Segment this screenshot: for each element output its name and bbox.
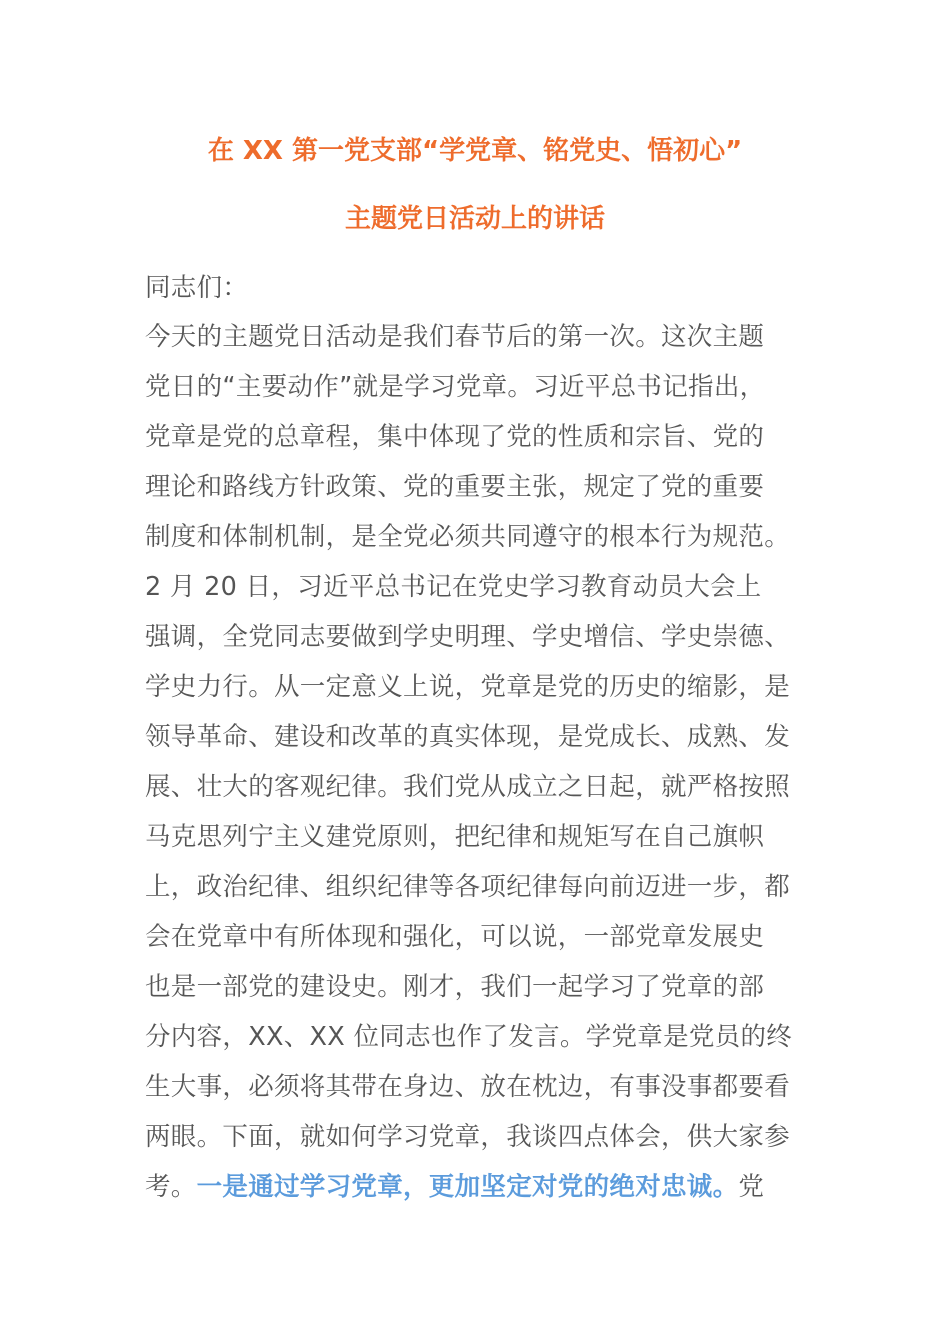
salutation: 同志们： [145,273,249,303]
body-line: 展、壮大的客观纪律。我们党从成立之日起，就严格按照 [145,772,791,802]
body-line: 2 月 20 日，习近平总书记在党史学习教育动员大会上 [145,572,762,602]
body-line: 上，政治纪律、组织纪律等各项纪律每向前迈进一步，都 [145,872,791,902]
document-title-line-1: 在 XX 第一党支部“学党章、铭党史、悟初心” [207,136,743,166]
body-line: 领导革命、建设和改革的真实体现，是党成长、成熟、发 [145,722,791,752]
body-line: 会在党章中有所体现和强化，可以说，一部党章发展史 [145,922,765,952]
body-line: 也是一部党的建设史。刚才，我们一起学习了党章的部 [145,972,765,1002]
body-line: 强调，全党同志要做到学史明理、学史增信、学史崇德、 [145,622,791,652]
last-line-start: 考。 [145,1172,197,1202]
body-line: 今天的主题党日活动是我们春节后的第一次。这次主题 [145,322,765,352]
last-line-end: 党 [738,1172,765,1202]
body-line: 理论和路线方针政策、党的重要主张，规定了党的重要 [145,472,765,502]
highlighted-point-one: 一是通过学习党章，更加坚定对党的绝对忠诚。 [196,1172,739,1202]
body-line: 制度和体制机制，是全党必须共同遵守的根本行为规范。 [145,522,791,552]
body-line: 分内容，XX、XX 位同志也作了发言。学党章是党员的终 [145,1022,793,1052]
body-line: 学史力行。从一定意义上说，党章是党的历史的缩影，是 [145,672,791,702]
body-line-last [145,1170,825,1204]
body-line: 马克思列宁主义建党原则，把纪律和规矩写在自己旗帜 [145,822,765,852]
body-line: 生大事，必须将其带在身边、放在枕边，有事没事都要看 [145,1072,791,1102]
document-title-line-2: 主题党日活动上的讲话 [344,204,605,234]
body-line: 党章是党的总章程，集中体现了党的性质和宗旨、党的 [145,422,765,452]
body-line: 党日的“主要动作”就是学习党章。习近平总书记指出， [145,372,766,402]
body-line: 两眼。下面，就如何学习党章，我谈四点体会，供大家参 [145,1122,791,1152]
